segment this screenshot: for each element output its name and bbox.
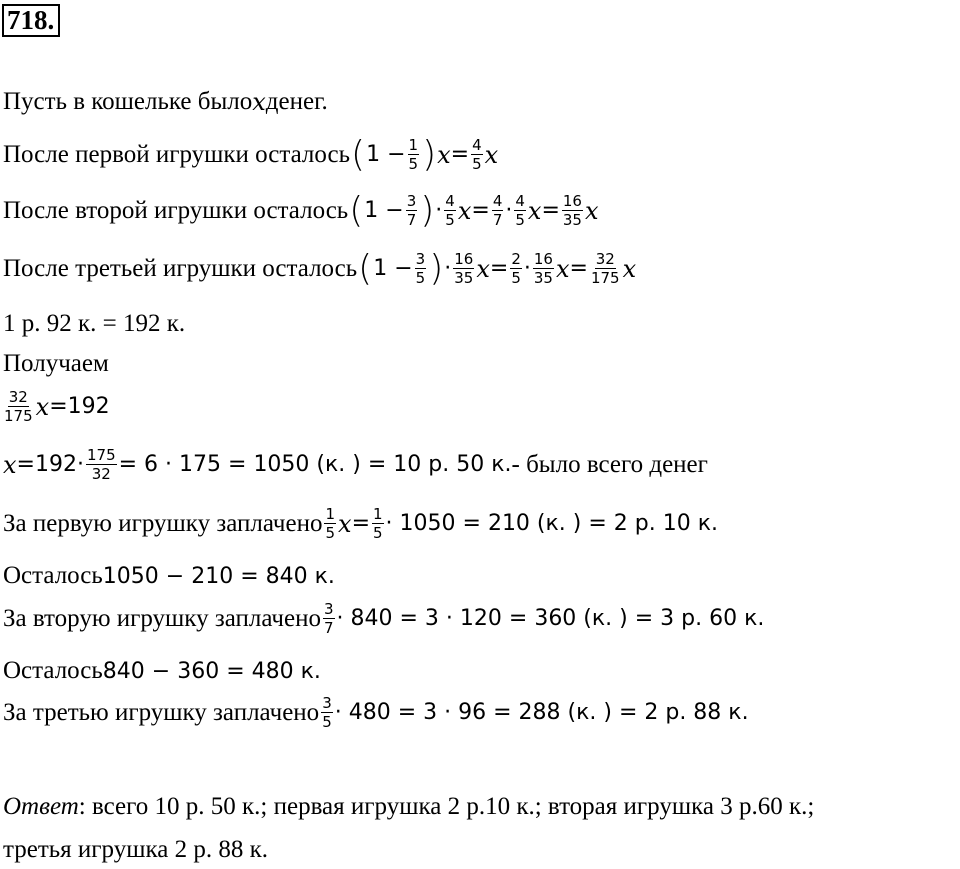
fraction: $\frac{3}{5}$: [322, 694, 332, 731]
answer-label: Ответ: [3, 793, 79, 820]
var-x: x: [252, 88, 266, 116]
open-paren: (: [349, 189, 364, 231]
fraction: $\frac{3}{7}$: [323, 600, 334, 637]
text: Пусть в кошельке было: [3, 88, 253, 115]
fraction: $\frac{4}{5}$: [445, 192, 455, 229]
text: После второй игрушки осталось: [3, 196, 349, 224]
line-equation: $\frac{32}{175}$ x = 192: [4, 388, 110, 425]
line-after-first: После первой игрушки осталось ( 1 − $\frac{1}{5}$ ) x = $\frac{4}{5}$ x: [3, 133, 499, 175]
fraction: $\frac{1}{5}$: [325, 505, 336, 542]
open-paren: (: [358, 247, 373, 289]
fraction: $\frac{16}{35}$: [562, 192, 582, 229]
fraction: $\frac{4}{5}$: [515, 192, 525, 229]
close-paren: ): [422, 133, 437, 175]
fraction: $\frac{4}{7}$: [492, 192, 503, 229]
text: денег.: [265, 88, 328, 115]
answer-text: третья игрушка 2 р. 88 к.: [3, 836, 268, 863]
fraction: $\frac{1}{5}$: [373, 505, 383, 542]
line-remaining-1: Осталось 1050 − 210 = 840 к.: [3, 562, 335, 589]
line-obtain: Получаем: [3, 350, 109, 377]
answer-text: : всего 10 р. 50 к.; первая игрушка 2 р.10 к.; вторая игрушка 3 р.60 к.;: [78, 793, 815, 820]
line-second-paid: За вторую игрушку заплачено $\frac{3}{7}$ · 840 = 3 · 120 = 360 (к. ) = 3 р. 60 к.: [3, 600, 765, 637]
line-remaining-2: Осталось 840 − 360 = 480 к.: [3, 657, 321, 684]
expr: 1 −: [366, 142, 406, 167]
line-after-third: После третьей игрушки осталось ( 1 − $\frac{3}{5}$ ) · $\frac{16}{35}$ x = $\frac{2}{5}$ · $\frac{16}{35}$ x = $\frac{32}{175}$ x: [3, 247, 637, 289]
line-total-money: x = 192 · $\frac{175}{32}$ = 6 · 175 = 1050 (к. ) = 10 р. 50 к. - было всего денег: [3, 446, 708, 483]
line-first-paid: За первую игрушку заплачено $\frac{1}{5}$ x = $\frac{1}{5}$ · 1050 = 210 (к. ) = 2 р. 10 к.: [3, 505, 718, 542]
fraction: $\frac{1}{5}$: [408, 136, 419, 173]
fraction: $\frac{3}{7}$: [406, 192, 417, 229]
text: После первой игрушки осталось: [3, 140, 351, 168]
line-conversion: 1 р. 92 к. = 192 к.: [3, 310, 186, 337]
close-paren: ): [429, 247, 444, 289]
fraction: $\frac{2}{5}$: [511, 250, 521, 287]
answer-line-2: [3, 836, 268, 864]
fraction: $\frac{175}{32}$: [86, 446, 116, 483]
line-intro: [3, 88, 328, 116]
line-third-paid: За третью игрушку заплачено $\frac{3}{5}$ · 480 = 3 · 96 = 288 (к. ) = 2 р. 88 к.: [3, 694, 749, 731]
fraction: $\frac{4}{5}$: [472, 136, 482, 173]
answer-line-1: [3, 793, 814, 821]
text: После третьей игрушки осталось: [3, 254, 358, 282]
fraction: $\frac{3}{5}$: [415, 250, 426, 287]
fraction: $\frac{32}{175}$: [4, 388, 33, 425]
open-paren: (: [351, 133, 366, 175]
close-paren: ): [420, 189, 435, 231]
fraction: $\frac{16}{35}$: [533, 250, 553, 287]
fraction: $\frac{16}{35}$: [454, 250, 474, 287]
problem-number: 718.: [2, 4, 60, 37]
fraction: $\frac{32}{175}$: [590, 250, 620, 287]
line-after-second: После второй игрушки осталось ( 1 − $\frac{3}{7}$ ) · $\frac{4}{5}$ x = $\frac{4}{7}$ · $\frac{4}{5}$ x = $\frac{16}{35}$ x: [3, 189, 599, 231]
